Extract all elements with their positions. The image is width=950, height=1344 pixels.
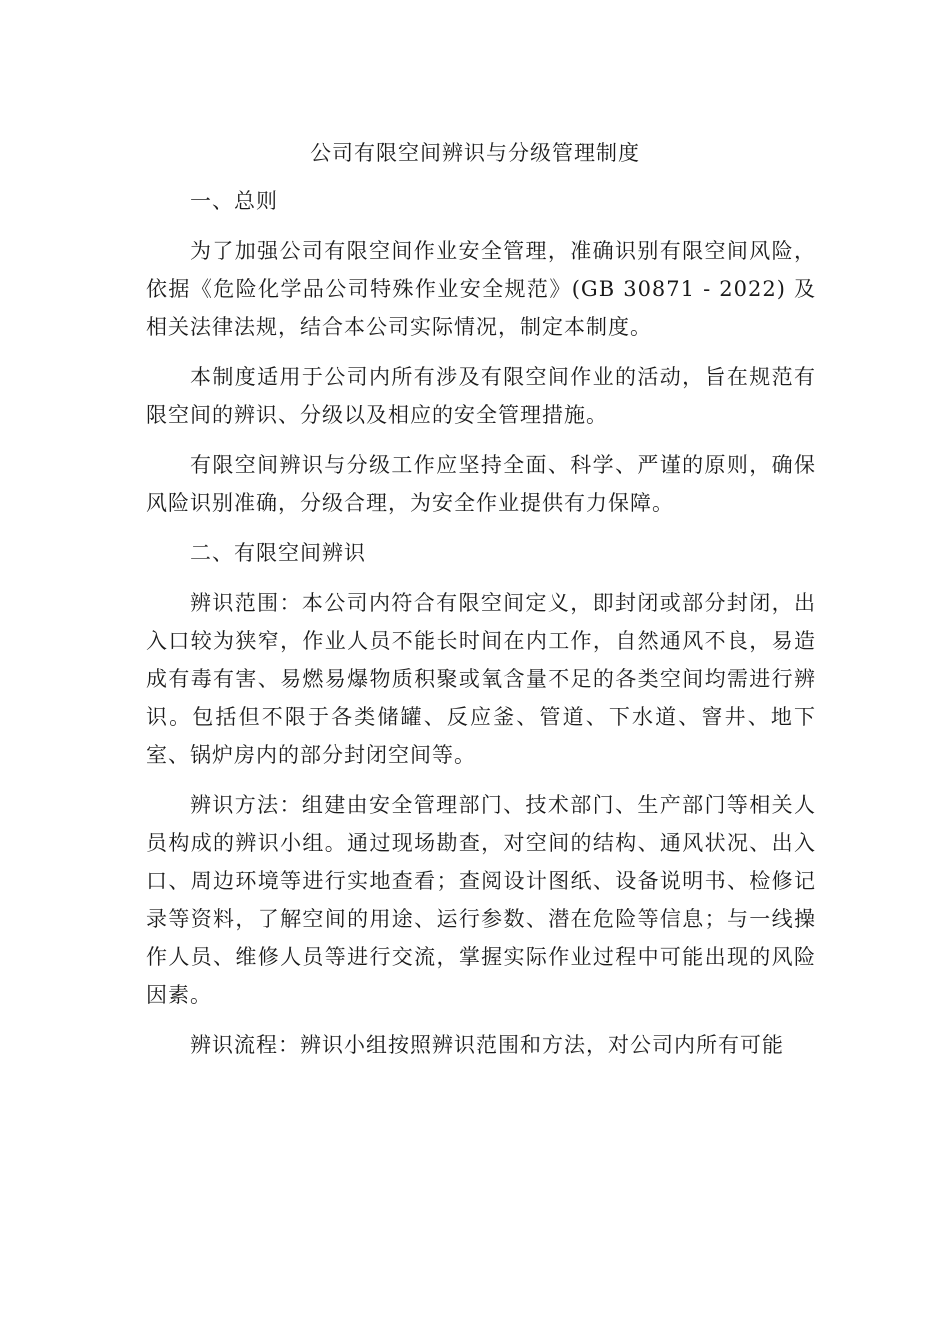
paragraph-identification-range: 辨识范围：本公司内符合有限空间定义，即封闭或部分封闭，出入口较为狭窄，作业人员不能长时间在内工作，自然通风不良，易造成有毒有害、易燃易爆物质积聚或氧含量不足的各类空间均需进行辨识。包括但不限于各类储罐、反应釜、管道、下水道、窨井、地下室、锅炉房内的部分封闭空间等。 xyxy=(146,591,816,767)
section-heading-general: 一、总则 xyxy=(190,189,278,213)
document-body xyxy=(146,182,816,1076)
paragraph-identification-method: 辨识方法：组建由安全管理部门、技术部门、生产部门等相关人员构成的辨识小组。通过现场勘查，对空间的结构、通风状况、出入口、周边环境等进行实地查看；查阅设计图纸、设备说明书、检修记录等资料，了解空间的用途、运行参数、潜在危险等信息；与一线操作人员、维修人员等进行交流，掌握实际作业过程中可能出现的风险因素。 xyxy=(146,793,816,1007)
paragraph-principle: 有限空间辨识与分级工作应坚持全面、科学、严谨的原则，确保风险识别准确，分级合理，为安全作业提供有力保障。 xyxy=(146,453,816,515)
paragraph-purpose: 为了加强公司有限空间作业安全管理，准确识别有限空间风险，依据《危险化学品公司特殊作业安全规范》(GB 30871 - 2022) 及相关法律法规，结合本公司实际情况，制定本制度。 xyxy=(146,239,816,339)
section-heading-identification: 二、有限空间辨识 xyxy=(190,541,366,565)
paragraph-identification-process: 辨识流程：辨识小组按照辨识范围和方法，对公司内所有可能 xyxy=(190,1033,784,1057)
paragraph-scope: 本制度适用于公司内所有涉及有限空间作业的活动，旨在规范有限空间的辨识、分级以及相应的安全管理措施。 xyxy=(146,365,816,427)
document-title: 公司有限空间辨识与分级管理制度 xyxy=(310,141,640,165)
